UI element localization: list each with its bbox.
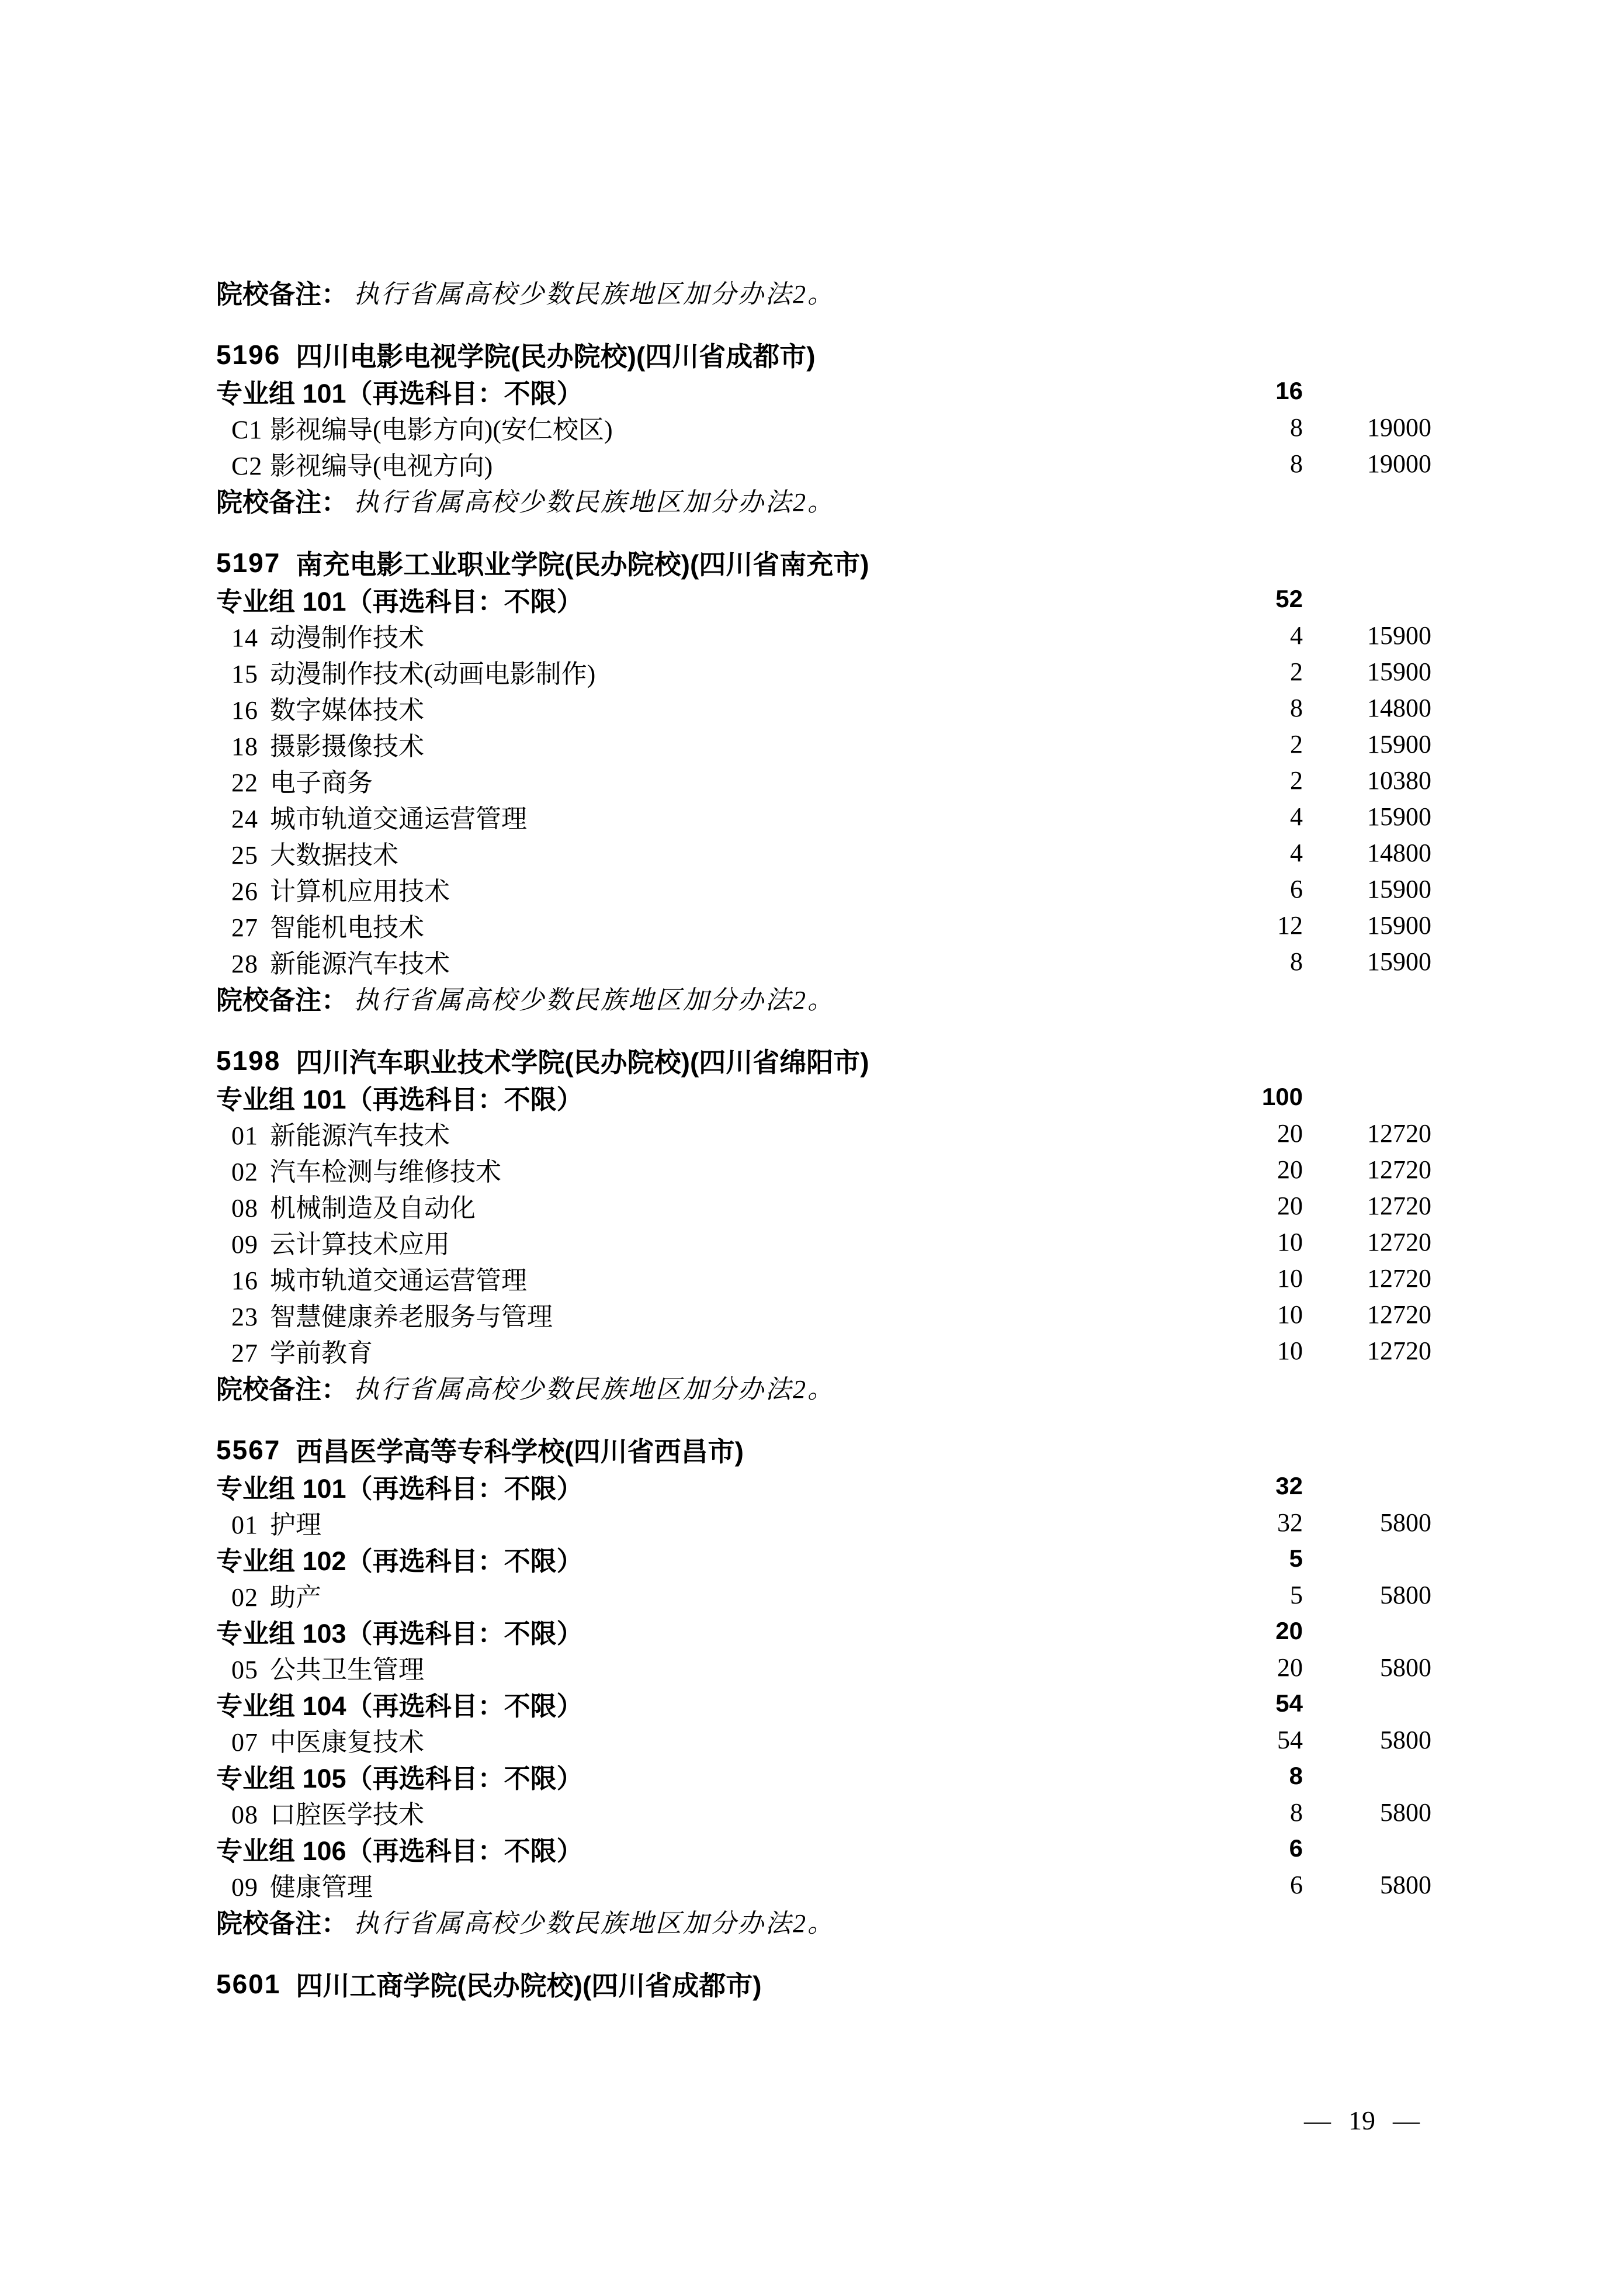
group-quota: 5: [1289, 1544, 1303, 1572]
major-row: [216, 834, 1431, 871]
group-quota: 20: [1275, 1617, 1303, 1644]
major-code: 16: [231, 1266, 258, 1295]
major-code: 08: [231, 1800, 258, 1829]
major-fee: 5800: [1380, 1798, 1431, 1827]
major-quota: 2: [1290, 766, 1303, 795]
major-quota: 2: [1290, 657, 1303, 686]
major-group-row: [216, 1079, 1431, 1115]
group-label: 专业组 101（再选科目：不限）: [216, 1473, 583, 1504]
major-quota: 4: [1290, 802, 1303, 831]
major-code: 15: [231, 660, 258, 688]
major-code: 18: [231, 732, 258, 761]
major-name: 计算机应用技术: [270, 877, 450, 906]
major-quota: 8: [1290, 449, 1303, 478]
major-fee: 5800: [1380, 1508, 1431, 1537]
school-section: [216, 545, 1431, 1016]
group-quota: 100: [1261, 1083, 1303, 1110]
group-label: 专业组 102（再选科目：不限）: [216, 1546, 583, 1576]
major-fee: 15900: [1367, 621, 1431, 650]
major-quota: 8: [1290, 413, 1303, 442]
group-quota: 8: [1289, 1762, 1303, 1789]
school-header-row: [216, 1043, 1431, 1079]
major-row: [216, 1260, 1431, 1296]
page-number: 19: [1348, 2105, 1375, 2135]
major-quota: 10: [1277, 1227, 1303, 1256]
major-code: 22: [231, 768, 258, 797]
major-row: [216, 1794, 1431, 1830]
major-quota: 10: [1277, 1263, 1303, 1293]
major-row: [216, 653, 1431, 690]
major-code: 07: [231, 1728, 258, 1757]
footer-dash-right: —: [1393, 2105, 1420, 2135]
major-fee: 12720: [1367, 1155, 1431, 1184]
school-header-row: [216, 337, 1431, 373]
major-code: 27: [231, 913, 258, 942]
major-name: 影视编导(电影方向)(安仁校区): [270, 415, 613, 444]
major-fee: 15900: [1367, 910, 1431, 940]
major-code: 01: [231, 1121, 258, 1150]
major-row: [216, 871, 1431, 907]
admission-plan-list: [216, 273, 1431, 2002]
major-quota: 20: [1277, 1653, 1303, 1682]
major-code: C2: [231, 452, 263, 480]
remark-label: 院校备注：: [216, 487, 348, 517]
major-name: 新能源汽车技术: [270, 950, 450, 978]
major-name: 学前教育: [270, 1339, 373, 1367]
school-header-row: [216, 1966, 1431, 2002]
major-quota: 20: [1277, 1191, 1303, 1220]
major-code: 24: [231, 805, 258, 833]
major-quota: 10: [1277, 1300, 1303, 1329]
major-code: 08: [231, 1194, 258, 1223]
group-label: 专业组 101（再选科目：不限）: [216, 1084, 583, 1114]
major-quota: 32: [1277, 1508, 1303, 1537]
major-name: 新能源汽车技术: [270, 1121, 450, 1150]
major-name: 影视编导(电视方向): [270, 452, 493, 480]
remark-text: 执行省属高校少数民族地区加分办法2。: [353, 986, 835, 1014]
major-name: 助产: [270, 1583, 321, 1612]
major-quota: 6: [1290, 1870, 1303, 1899]
major-quota: 4: [1290, 621, 1303, 650]
school-code: 5601: [216, 1969, 281, 1999]
major-quota: 6: [1290, 874, 1303, 903]
major-name: 城市轨道交通运营管理: [270, 1266, 527, 1295]
major-code: 23: [231, 1303, 258, 1331]
group-label: 专业组 101（再选科目：不限）: [216, 378, 583, 408]
major-row: [216, 445, 1431, 482]
major-quota: 5: [1290, 1580, 1303, 1609]
major-code: 02: [231, 1158, 258, 1186]
major-group-row: [216, 373, 1431, 409]
major-fee: 5800: [1380, 1725, 1431, 1754]
group-label: 专业组 103（再选科目：不限）: [216, 1618, 583, 1649]
major-quota: 8: [1290, 693, 1303, 722]
major-row: [216, 409, 1431, 445]
school-remark-row: [216, 1903, 1431, 1939]
major-name: 云计算技术应用: [270, 1230, 450, 1259]
group-label: 专业组 104（再选科目：不限）: [216, 1691, 583, 1721]
page-footer: [1304, 2105, 1420, 2136]
remark-label: 院校备注：: [216, 1374, 348, 1404]
footer-dash-left: —: [1304, 2105, 1331, 2135]
major-code: 09: [231, 1873, 258, 1902]
school-section: [216, 337, 1431, 518]
major-row: [216, 907, 1431, 943]
major-name: 中医康复技术: [270, 1728, 424, 1757]
major-code: 02: [231, 1583, 258, 1612]
major-code: 27: [231, 1339, 258, 1367]
major-fee: 5800: [1380, 1653, 1431, 1682]
remark-label: 院校备注：: [216, 1908, 348, 1938]
school-name: 四川汽车职业技术学院(民办院校)(四川省绵阳市): [296, 1047, 869, 1078]
major-fee: 10380: [1367, 766, 1431, 795]
major-row: [216, 1332, 1431, 1369]
major-name: 智能机电技术: [270, 913, 424, 942]
major-fee: 12720: [1367, 1263, 1431, 1293]
major-row: [216, 1224, 1431, 1260]
school-section: [216, 1432, 1431, 1939]
major-fee: 5800: [1380, 1580, 1431, 1609]
major-code: C1: [231, 415, 263, 444]
remark-text: 执行省属高校少数民族地区加分办法2。: [353, 488, 835, 517]
major-group-row: [216, 1830, 1431, 1866]
school-remark-row: [216, 482, 1431, 518]
major-name: 口腔医学技术: [270, 1800, 424, 1829]
major-name: 智慧健康养老服务与管理: [270, 1303, 553, 1331]
major-row: [216, 1866, 1431, 1903]
remark-label: 院校备注：: [216, 279, 348, 309]
school-code: 5198: [216, 1045, 281, 1076]
major-row: [216, 726, 1431, 762]
school-name: 南充电影工业职业学院(民办院校)(四川省南充市): [296, 549, 869, 580]
major-row: [216, 762, 1431, 798]
school-code: 5197: [216, 548, 281, 578]
major-fee: 19000: [1367, 449, 1431, 478]
major-row: [216, 1722, 1431, 1758]
group-label: 专业组 105（再选科目：不限）: [216, 1763, 583, 1793]
major-name: 电子商务: [270, 768, 373, 797]
school-code: 5196: [216, 340, 281, 370]
major-group-row: [216, 581, 1431, 617]
group-quota: 32: [1275, 1472, 1303, 1500]
major-quota: 10: [1277, 1336, 1303, 1365]
major-row: [216, 798, 1431, 834]
major-row: [216, 1151, 1431, 1187]
school-remark-row: [216, 273, 1431, 310]
major-fee: 12720: [1367, 1336, 1431, 1365]
major-name: 城市轨道交通运营管理: [270, 805, 527, 833]
major-code: 16: [231, 696, 258, 725]
major-name: 摄影摄像技术: [270, 732, 424, 761]
major-name: 动漫制作技术: [270, 624, 424, 652]
major-name: 护理: [270, 1511, 321, 1539]
major-group-row: [216, 1468, 1431, 1504]
major-quota: 20: [1277, 1155, 1303, 1184]
school-code: 5567: [216, 1435, 281, 1465]
major-fee: 15900: [1367, 874, 1431, 903]
school-name: 四川工商学院(民办院校)(四川省成都市): [296, 1971, 762, 2001]
school-name: 四川电影电视学院(民办院校)(四川省成都市): [296, 341, 816, 372]
major-group-row: [216, 1685, 1431, 1722]
major-fee: 15900: [1367, 657, 1431, 686]
major-fee: 12720: [1367, 1227, 1431, 1256]
major-code: 05: [231, 1656, 258, 1684]
major-fee: 15900: [1367, 947, 1431, 976]
major-code: 14: [231, 624, 258, 652]
major-fee: 12720: [1367, 1118, 1431, 1148]
major-row: [216, 690, 1431, 726]
major-name: 汽车检测与维修技术: [270, 1158, 501, 1186]
major-quota: 20: [1277, 1118, 1303, 1148]
major-code: 09: [231, 1230, 258, 1259]
school-name: 西昌医学高等专科学校(四川省西昌市): [296, 1436, 744, 1467]
major-quota: 2: [1290, 729, 1303, 759]
major-fee: 14800: [1367, 838, 1431, 867]
major-quota: 54: [1277, 1725, 1303, 1754]
remark-text: 执行省属高校少数民族地区加分办法2。: [353, 1375, 835, 1404]
major-group-row: [216, 1758, 1431, 1794]
school-section: [216, 1043, 1431, 1405]
group-quota: 6: [1289, 1834, 1303, 1862]
major-name: 健康管理: [270, 1873, 373, 1902]
major-row: [216, 1296, 1431, 1332]
group-quota: 52: [1275, 585, 1303, 612]
group-label: 专业组 101（再选科目：不限）: [216, 586, 583, 617]
major-code: 01: [231, 1511, 258, 1539]
major-row: [216, 943, 1431, 979]
major-fee: 5800: [1380, 1870, 1431, 1899]
major-row: [216, 1187, 1431, 1224]
major-name: 数字媒体技术: [270, 696, 424, 725]
major-quota: 12: [1277, 910, 1303, 940]
school-header-row: [216, 545, 1431, 581]
remark-label: 院校备注：: [216, 985, 348, 1015]
major-fee: 15900: [1367, 729, 1431, 759]
group-quota: 16: [1275, 377, 1303, 404]
remark-text: 执行省属高校少数民族地区加分办法2。: [353, 1909, 835, 1938]
major-code: 26: [231, 877, 258, 906]
major-name: 大数据技术: [270, 841, 398, 870]
group-label: 专业组 106（再选科目：不限）: [216, 1836, 583, 1866]
major-fee: 15900: [1367, 802, 1431, 831]
major-fee: 19000: [1367, 413, 1431, 442]
group-quota: 54: [1275, 1689, 1303, 1717]
school-section: [216, 1966, 1431, 2002]
major-fee: 14800: [1367, 693, 1431, 722]
major-row: [216, 1115, 1431, 1151]
major-fee: 12720: [1367, 1191, 1431, 1220]
school-remark-row: [216, 1369, 1431, 1405]
major-quota: 8: [1290, 1798, 1303, 1827]
major-name: 动漫制作技术(动画电影制作): [270, 660, 596, 688]
major-name: 机械制造及自动化: [270, 1194, 476, 1223]
remark-text: 执行省属高校少数民族地区加分办法2。: [353, 280, 835, 309]
major-row: [216, 617, 1431, 653]
major-group-row: [216, 1613, 1431, 1649]
major-name: 公共卫生管理: [270, 1656, 424, 1684]
major-quota: 4: [1290, 838, 1303, 867]
school-header-row: [216, 1432, 1431, 1468]
major-group-row: [216, 1540, 1431, 1577]
major-row: [216, 1504, 1431, 1540]
major-quota: 8: [1290, 947, 1303, 976]
major-code: 28: [231, 950, 258, 978]
major-row: [216, 1577, 1431, 1613]
major-row: [216, 1649, 1431, 1685]
school-remark-row: [216, 979, 1431, 1016]
major-fee: 12720: [1367, 1300, 1431, 1329]
major-code: 25: [231, 841, 258, 870]
